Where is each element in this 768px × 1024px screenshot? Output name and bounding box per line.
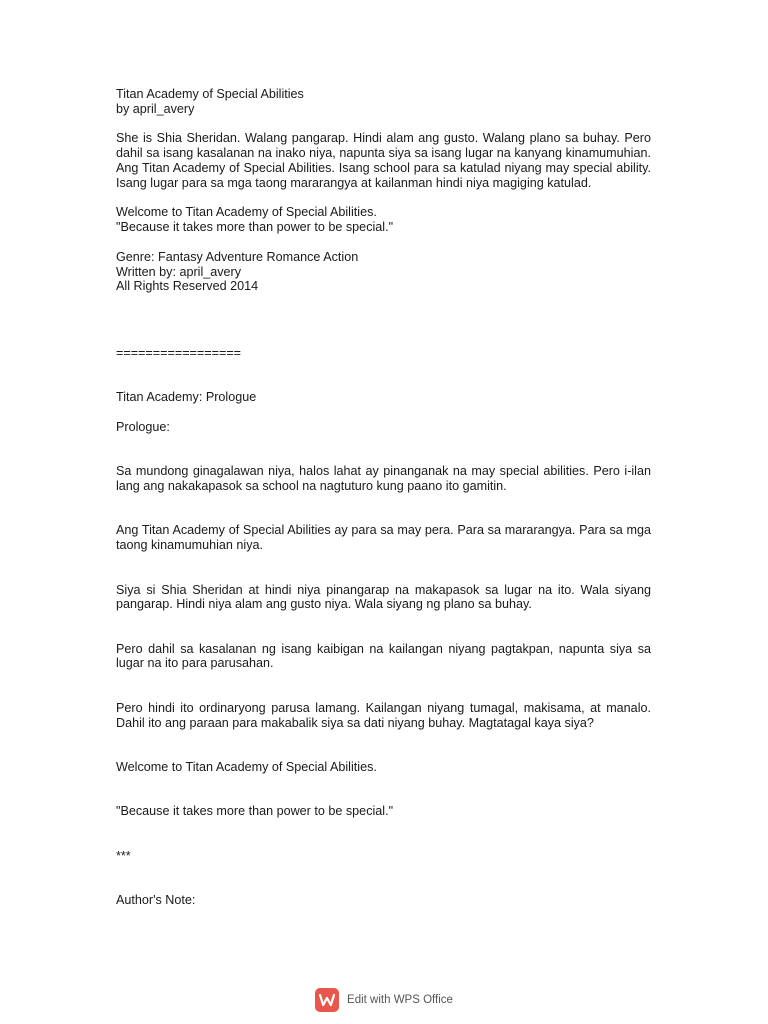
prologue-paragraph-3: Siya si Shia Sheridan at hindi niya pinangarap na makapasok sa lugar na ito. Wala siyang pangarap. Hindi niya alam ang gusto niya. Wala siyang ng plano sa buhay.: [116, 582, 651, 612]
synopsis-paragraph: She is Shia Sheridan. Walang pangarap. Hindi alam ang gusto. Walang plano sa buhay. Pero dahil sa isang kasalanan na inako niya, napunta siya sa isang lugar na kanyang kinamumuhian. Ang Titan Academy of Special Abilities. Isang school para sa katulad niyang may special ability. Isang lugar para sa mga taong mararangya at kailanman hindi niya magiging katulad.: [116, 131, 651, 190]
prologue-paragraph-1: Sa mundong ginagalawan niya, halos lahat ay pinanganak na may special abilities. Pero i-ilan lang ang nakakapasok sa school na nagtuturo kung paano ito gamitin.: [116, 464, 651, 493]
spacer: [116, 361, 651, 391]
document-byline: by april_avery: [116, 101, 195, 116]
document-body: [116, 87, 651, 908]
tagline: "Because it takes more than power to be special.": [116, 220, 394, 235]
edit-with-wps-button[interactable]: [315, 988, 453, 1012]
authors-note-heading: Author's Note:: [116, 893, 196, 908]
spacer: [116, 494, 651, 524]
written-by-line: Written by: april_avery: [116, 264, 242, 279]
spacer: [116, 612, 651, 642]
spacer: [116, 235, 651, 250]
section-break-stars: ***: [116, 848, 131, 863]
chapter-title: Titan Academy: Prologue: [116, 390, 257, 405]
spacer: [116, 294, 651, 324]
prologue-paragraph-2: Ang Titan Academy of Special Abilities ay para sa may pera. Para sa mararangya. Para sa mga taong kinamumuhian niya.: [116, 523, 651, 553]
footer-bar: [0, 986, 768, 1014]
genre-line: Genre: Fantasy Adventure Romance Action: [116, 249, 359, 264]
edit-with-wps-label: Edit with WPS Office: [347, 994, 453, 1006]
spacer: [116, 405, 651, 420]
spacer: [116, 553, 651, 583]
spacer: [116, 864, 651, 894]
prologue-paragraph-4: Pero dahil sa kasalanan ng isang kaibigan na kailangan niyang pagtakpan, napunta siya sa lugar na ito para parusahan.: [116, 641, 651, 671]
welcome-line: Welcome to Titan Academy of Special Abilities.: [116, 760, 377, 775]
document-title: Titan Academy of Special Abilities: [116, 87, 304, 101]
spacer: [116, 671, 651, 701]
spacer: [116, 191, 651, 206]
spacer: [116, 819, 651, 849]
rights-line: All Rights Reserved 2014: [116, 279, 259, 294]
tagline: "Because it takes more than power to be special.": [116, 804, 394, 819]
spacer: [116, 730, 651, 760]
prologue-paragraph-5: Pero hindi ito ordinaryong parusa lamang. Kailangan niyang tumagal, makisama, at manalo. Dahil ito ang paraan para makabalik siya sa dati niyang buhay. Magtatagal kaya siya?: [116, 700, 651, 730]
spacer: [116, 117, 651, 132]
welcome-line: Welcome to Titan Academy of Special Abilities.: [116, 205, 377, 220]
spacer: [116, 435, 651, 465]
wps-office-logo-icon: [315, 988, 339, 1012]
separator-line: =================: [116, 345, 242, 360]
spacer: [116, 324, 651, 346]
spacer: [116, 775, 651, 805]
prologue-label: Prologue:: [116, 419, 170, 434]
